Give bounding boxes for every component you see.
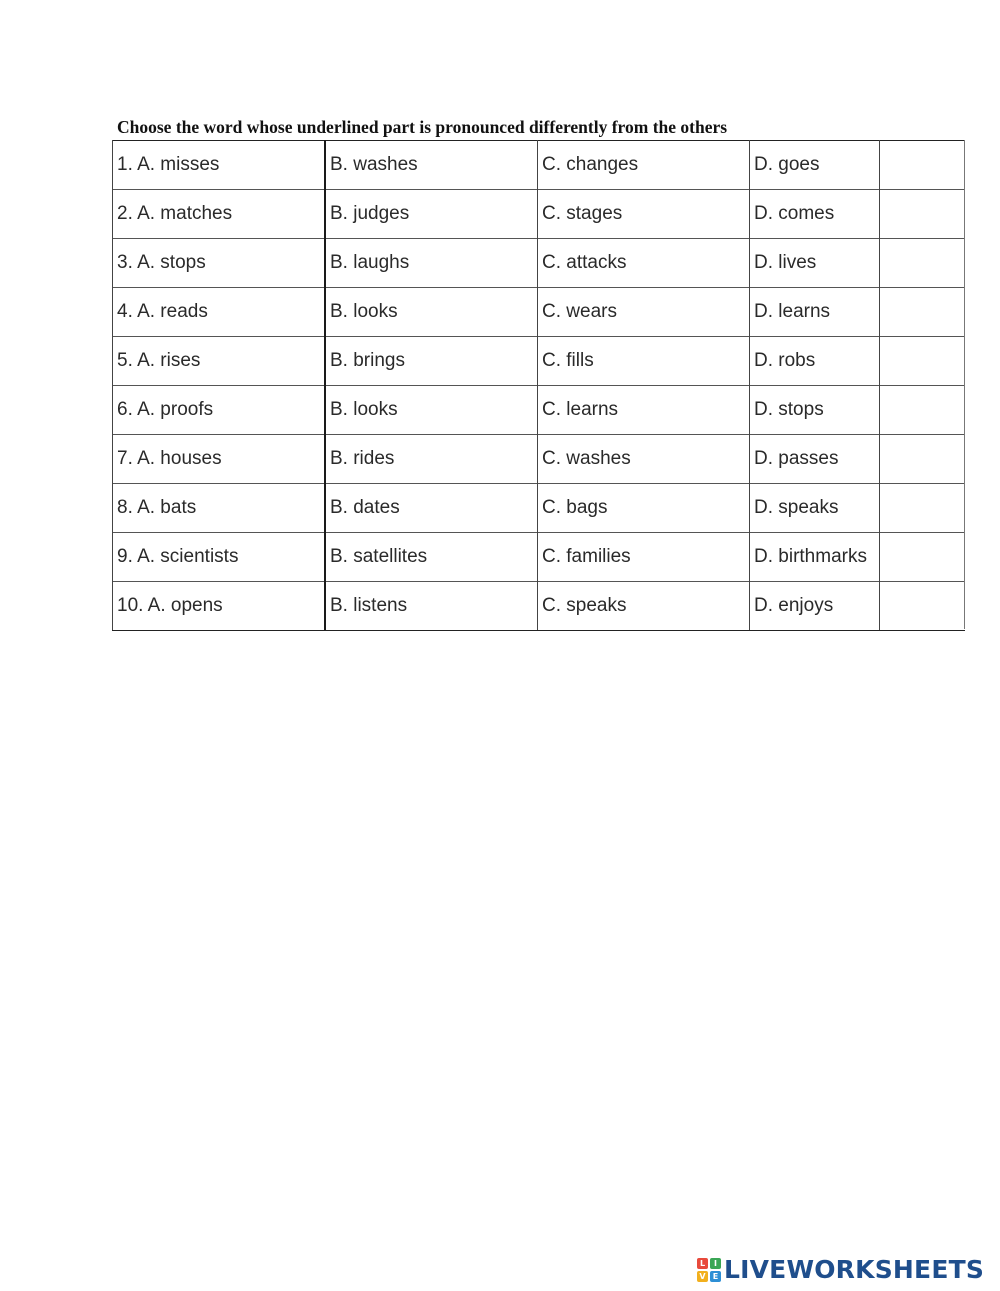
row-divider <box>112 385 965 386</box>
option-b-cell: B. looks <box>330 300 398 322</box>
option-d-cell: D. enjoys <box>754 594 834 616</box>
row-divider <box>112 434 965 435</box>
answer-cell[interactable] <box>879 336 965 385</box>
table-row <box>112 581 965 630</box>
option-b-cell: B. satellites <box>330 545 428 567</box>
row-divider <box>112 630 965 631</box>
option-c-cell: C. stages <box>542 202 623 224</box>
option-a-cell: 9. A. scientists <box>117 545 239 567</box>
option-d-cell: D. speaks <box>754 496 839 518</box>
row-divider <box>112 483 965 484</box>
option-a-cell: 4. A. reads <box>117 300 208 322</box>
liveworksheets-blocks-icon: L I V E <box>697 1258 721 1282</box>
table-row <box>112 140 965 189</box>
table-border-right <box>964 140 965 629</box>
answer-cell[interactable] <box>879 385 965 434</box>
table-row <box>112 287 965 336</box>
option-c-cell: C. wears <box>542 300 617 322</box>
table-row <box>112 385 965 434</box>
option-a-cell: 8. A. bats <box>117 496 197 518</box>
option-b-cell: B. washes <box>330 153 418 175</box>
answer-cell[interactable] <box>879 434 965 483</box>
option-b-cell: B. looks <box>330 398 398 420</box>
answer-cell[interactable] <box>879 532 965 581</box>
table-row <box>112 336 965 385</box>
option-b-cell: B. judges <box>330 202 410 224</box>
logo-wordmark: LIVEWORKSHEETS <box>724 1255 985 1284</box>
answer-cell[interactable] <box>879 483 965 532</box>
column-divider <box>879 140 880 630</box>
option-d-cell: D. comes <box>754 202 835 224</box>
table-row <box>112 434 965 483</box>
answer-cell[interactable] <box>879 140 965 189</box>
table-row <box>112 483 965 532</box>
option-a-cell: 3. A. stops <box>117 251 206 273</box>
option-c-cell: C. washes <box>542 447 631 469</box>
column-divider <box>324 140 326 630</box>
option-c-cell: C. bags <box>542 496 608 518</box>
column-divider <box>537 140 538 630</box>
option-a-cell: 1. A. misses <box>117 153 220 175</box>
column-divider <box>749 140 750 630</box>
table-row <box>112 189 965 238</box>
row-divider <box>112 581 965 582</box>
option-c-cell: C. changes <box>542 153 639 175</box>
option-a-cell: 5. A. rises <box>117 349 201 371</box>
option-a-cell: 2. A. matches <box>117 202 233 224</box>
table-row <box>112 532 965 581</box>
option-b-cell: B. rides <box>330 447 395 469</box>
instruction-heading: Choose the word whose underlined part is pronounced differently from the others <box>117 117 728 137</box>
answer-cell[interactable] <box>879 238 965 287</box>
answer-cell[interactable] <box>879 189 965 238</box>
option-a-cell: 10. A. opens <box>117 594 223 616</box>
row-divider <box>112 140 965 141</box>
row-divider <box>112 189 965 190</box>
option-b-cell: B. dates <box>330 496 400 518</box>
option-b-cell: B. listens <box>330 594 408 616</box>
option-a-cell: 7. A. houses <box>117 447 222 469</box>
option-c-cell: C. families <box>542 545 631 567</box>
row-divider <box>112 238 965 239</box>
option-c-cell: C. fills <box>542 349 594 371</box>
liveworksheets-logo <box>697 1255 984 1284</box>
option-b-cell: B. brings <box>330 349 405 371</box>
row-divider <box>112 532 965 533</box>
answer-cell[interactable] <box>879 581 965 630</box>
option-d-cell: D. robs <box>754 349 816 371</box>
option-d-cell: D. stops <box>754 398 824 420</box>
option-d-cell: D. goes <box>754 153 820 175</box>
option-c-cell: C. speaks <box>542 594 627 616</box>
option-a-cell: 6. A. proofs <box>117 398 214 420</box>
option-b-cell: B. laughs <box>330 251 410 273</box>
option-d-cell: D. learns <box>754 300 831 322</box>
option-d-cell: D. passes <box>754 447 839 469</box>
option-c-cell: C. attacks <box>542 251 627 273</box>
question-table <box>112 140 965 630</box>
answer-cell[interactable] <box>879 287 965 336</box>
row-divider <box>112 287 965 288</box>
option-c-cell: C. learns <box>542 398 619 420</box>
row-divider <box>112 336 965 337</box>
table-row <box>112 238 965 287</box>
option-d-cell: D. birthmarks <box>754 545 867 567</box>
option-d-cell: D. lives <box>754 251 817 273</box>
table-border-left <box>112 140 113 630</box>
